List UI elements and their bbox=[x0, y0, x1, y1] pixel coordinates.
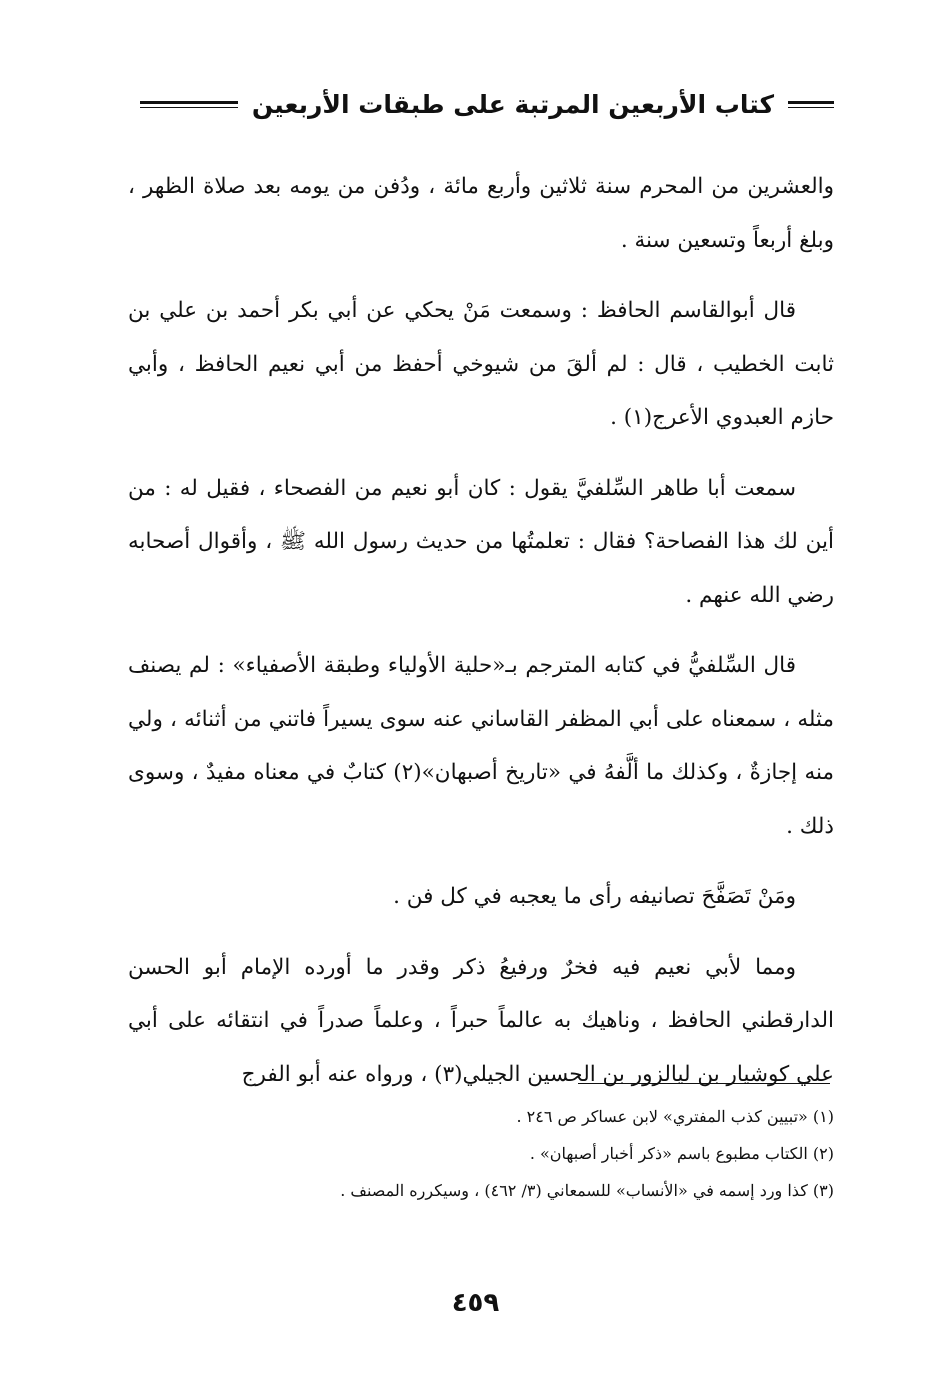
footnote-separator bbox=[578, 1083, 830, 1084]
paragraph-4: قال السِّلفيُّ في كتابه المترجم بـ«حلية الأولياء وطبقة الأصفياء» : لم يصنف مثله ، سمعناه على أبي المظفر القاساني عنه سوى يسيراً فاتني من أثنائه ، ولي منه إجازةٌ ، وكذلك ما ألَّفهُ في «تاريخ أصبهان»(٢) كتابٌ في معناه مفيدٌ ، وسوى ذلك . bbox=[128, 653, 834, 839]
footnote-3: (٣) كذا ورد إسمه في «الأنساب» للسمعاني (٣/ ٤٦٢) ، وسيكرره المصنف . bbox=[340, 1181, 834, 1200]
main-text bbox=[128, 160, 834, 1118]
paragraph-3: سمعت أبا طاهر السِّلفيَّ يقول : كان أبو نعيم من الفصحاء ، فقيل له : من أين لك هذا الفصاحة؟ فقال : تعلمتُها من حديث رسول الله ﷺ ، وأقوال أصحابه رضي الله عنهم . bbox=[128, 475, 834, 608]
header-rule-right bbox=[788, 101, 834, 108]
page-number: ٤٥٩ bbox=[451, 1288, 500, 1318]
paragraph-5: ومَنْ تَصَفَّحَ تصانيفه رأى ما يعجبه في كل فن . bbox=[393, 884, 796, 909]
paragraph-6: ومما لأبي نعيم فيه فخرٌ ورفيعُ ذكر وقدر ما أورده الإمام أبو الحسن الدارقطني الحافظ ، وناهيك به عالماً حبراً ، وعلماً صدراً في انتقائه على أبي علي كوشيار بن ليالزور بن الحسين الجيلي(٣) ، ورواه عنه أبو الفرج bbox=[128, 954, 834, 1087]
running-header bbox=[128, 84, 834, 124]
paragraph-2: قال أبوالقاسم الحافظ : وسمعت مَنْ يحكي عن أبي بكر أحمد بن علي بن ثابت الخطيب ، قال : لم ألقَ من شيوخي أحفظ من أبي نعيم الحافظ ، وأبي حازم العبدوي الأعرج(١) . bbox=[128, 298, 834, 430]
footnotes bbox=[128, 1098, 834, 1209]
footnote-2: (٢) الكتاب مطبوع باسم «ذكر أخبار أصبهان» . bbox=[529, 1144, 834, 1163]
footnote-1: (١) «تبيين كذب المفتري» لابن عساكر ص ٢٤٦ . bbox=[516, 1107, 834, 1126]
paragraph-1: والعشرين من المحرم سنة ثلاثين وأربع مائة ، ودُفن من يومه بعد صلاة الظهر ، وبلغ أربعاً وتسعين سنة . bbox=[128, 174, 834, 253]
header-title: كتاب الأربعين المرتبة على طبقات الأربعين bbox=[251, 89, 774, 119]
header-rule-left bbox=[140, 101, 238, 108]
